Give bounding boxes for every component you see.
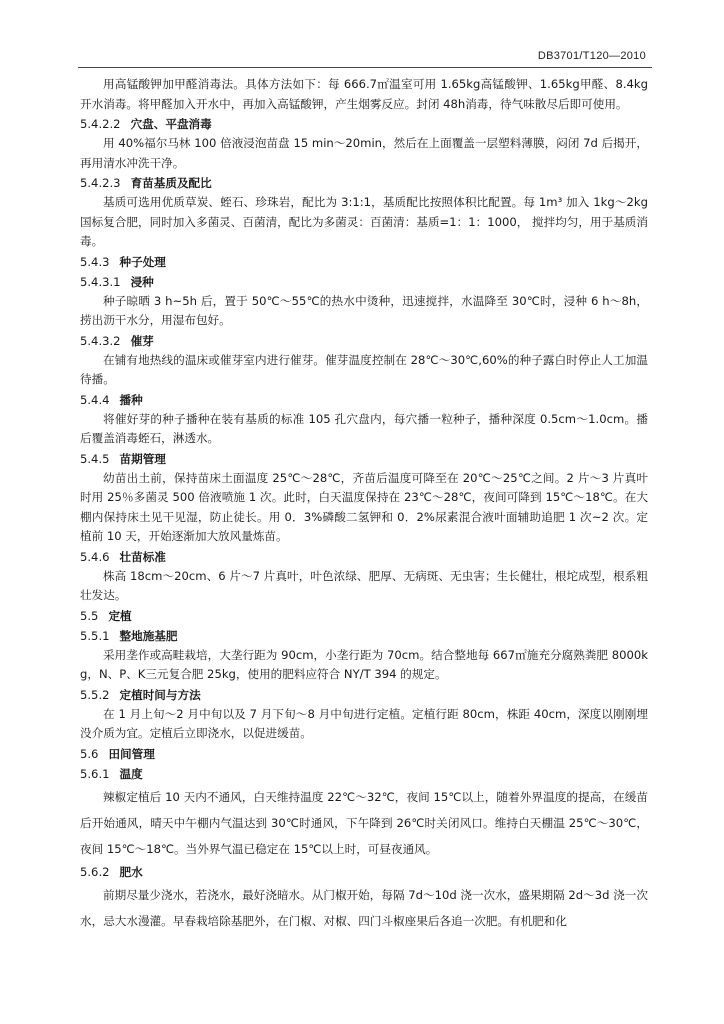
section-heading bbox=[80, 272, 648, 292]
body-paragraph: 在铺有地热线的温床或催芽室内进行催芽。催芽温度控制在 28℃～30℃,60%的种子露白时停止人工加温待播。 bbox=[80, 352, 648, 386]
section-number: 5.4.3 bbox=[80, 254, 110, 269]
body-paragraph: 前期尽量少浇水，若浇水，最好浇暗水。从门椒开始，每隔 7d～10d 浇一次水，盛果期隔 2d～3d 浇一次水，忌大水漫灌。早春栽培除基肥外，在门椒、对椒、四门斗椒座果后各追一次肥。有机肥和化 bbox=[80, 887, 648, 928]
section-heading bbox=[80, 252, 648, 272]
header-rule bbox=[78, 67, 652, 68]
document-code: DB3701/T120—2010 bbox=[537, 50, 646, 62]
section-title: 田间管理 bbox=[108, 746, 155, 761]
section-number: 5.4.6 bbox=[80, 549, 110, 564]
section-heading bbox=[80, 764, 648, 784]
section-heading bbox=[80, 449, 648, 469]
section-heading bbox=[80, 862, 648, 882]
section-number: 5.6.2 bbox=[80, 864, 110, 879]
section-heading bbox=[80, 744, 648, 764]
section-title: 定植 bbox=[108, 608, 132, 623]
section-number: 5.4.5 bbox=[80, 451, 110, 466]
body-paragraph: 辣椒定植后 10 天内不通风，白天维持温度 22℃～32℃，夜间 15℃以上，随着外界温度的提高，在缓苗后开始通风，晴天中午棚内气温达到 30℃时通风，下午降到 26℃时关闭风口。维持白天棚温 25℃～30℃，夜间 15℃～18℃。当外界气温已稳定在 15℃以上时，可昼夜通风。 bbox=[80, 789, 648, 856]
body-paragraph: 株高 18cm～20cm、6 片～7 片真叶，叶色浓绿、肥厚、无病斑、无虫害；生长健壮，根坨成型，根系粗壮发达。 bbox=[80, 568, 648, 602]
section-heading bbox=[80, 626, 648, 646]
body-paragraph: 幼苗出土前，保持苗床土面温度 25℃～28℃，齐苗后温度可降至在 20℃～25℃之间。2 片～3 片真叶时用 25％多菌灵 500 倍液喷施 1 次。此时，白天温度保持在 23℃～28℃，夜间可降到 15℃～18℃。在大棚内保持床土见干见湿，防止徒长。用 0．3%磷酸二氢钾和 0．2%尿素混合液叶面辅助追肥 1 次~2 次。定植前 10 天，开始逐渐加大放风量炼苗。 bbox=[80, 470, 648, 543]
body-paragraph: 用 40%福尔马林 100 倍液浸泡苗盘 15 min～20min，然后在上面覆盖一层塑料薄膜，闷闭 7d 后揭开，再用清水冲洗干净。 bbox=[80, 136, 648, 170]
body-paragraph: 采用垄作或高畦栽培，大垄行距为 90cm，小垄行距为 70cm。结合整地每 667㎡施充分腐熟粪肥 8000kg，N、P、K三元复合肥 25kg，使用的肥料应符合 NY/T 394 的规定。 bbox=[80, 647, 648, 681]
section-number: 5.4.2.2 bbox=[80, 117, 121, 131]
section-number: 5.6.1 bbox=[80, 766, 110, 781]
section-heading bbox=[80, 331, 648, 351]
section-heading bbox=[80, 390, 648, 410]
section-heading bbox=[80, 173, 648, 193]
section-title: 整地施基肥 bbox=[119, 628, 178, 643]
section-title: 育苗基质及配比 bbox=[130, 176, 212, 190]
section-title: 播种 bbox=[119, 392, 143, 407]
section-title: 温度 bbox=[119, 766, 143, 781]
section-heading bbox=[80, 114, 648, 134]
section-number: 5.4.2.3 bbox=[80, 176, 121, 190]
section-title: 催芽 bbox=[130, 333, 154, 348]
section-number: 5.5.1 bbox=[80, 628, 110, 643]
section-title: 定植时间与方法 bbox=[119, 687, 201, 702]
body-paragraph: 用高锰酸钾加甲醛消毒法。具体方法如下：每 666.7㎡温室可用 1.65kg高锰酸钾、1.65kg甲醛、8.4kg开水消毒。将甲醛加入开水中，再加入高锰酸钾，产生烟雾反应。封闭 48h消毒，待气味散尽后即可使用。 bbox=[80, 77, 648, 111]
section-number: 5.5.2 bbox=[80, 687, 110, 702]
document-body bbox=[80, 75, 648, 934]
section-number: 5.5 bbox=[80, 608, 99, 623]
section-title: 种子处理 bbox=[119, 254, 166, 269]
section-title: 壮苗标准 bbox=[119, 549, 166, 564]
body-paragraph: 将催好芽的种子播种在装有基质的标准 105 孔穴盘内，每穴播一粒种子，播种深度 0.5cm～1.0cm。播后覆盖消毒蛭石，淋透水。 bbox=[80, 411, 648, 445]
section-number: 5.4.3.1 bbox=[80, 274, 121, 289]
section-title: 肥水 bbox=[119, 864, 143, 879]
body-paragraph: 在 1 月上旬～2 月中旬以及 7 月下旬～8 月中旬进行定植。定植行距 80cm，株距 40cm，深度以刚刚埋没介质为宜。定植后立即浇水，以促进缓苗。 bbox=[80, 706, 648, 740]
section-heading bbox=[80, 547, 648, 567]
section-number: 5.4.4 bbox=[80, 392, 110, 407]
section-number: 5.4.3.2 bbox=[80, 333, 121, 348]
body-paragraph: 基质可选用优质草炭、蛭石、珍珠岩，配比为 3:1:1，基质配比按照体积比配置。每 1m³ 加入 1kg～2kg 国标复合肥，同时加入多菌灵、百菌清，配比为多菌灵：百菌清：基质=1：1：1000， 搅拌均匀，用于基质消毒。 bbox=[80, 195, 648, 248]
section-heading bbox=[80, 685, 648, 705]
body-paragraph: 种子晾晒 3 h~5h 后，置于 50℃～55℃的热水中烫种，迅速搅拌，水温降至 30℃时，浸种 6 h～8h，捞出沥干水分，用湿布包好。 bbox=[80, 293, 648, 327]
section-title: 浸种 bbox=[130, 274, 154, 289]
section-number: 5.6 bbox=[80, 746, 99, 761]
section-heading bbox=[80, 606, 648, 626]
section-title: 苗期管理 bbox=[119, 451, 166, 466]
section-title: 穴盘、平盘消毒 bbox=[130, 117, 212, 131]
